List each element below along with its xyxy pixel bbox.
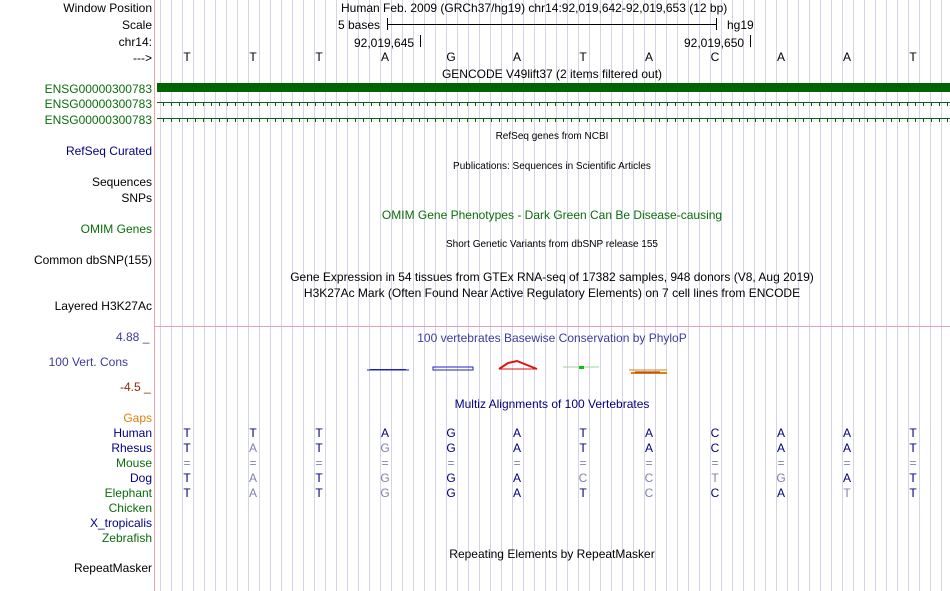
sequences-label[interactable]: Sequences <box>91 175 152 189</box>
species-label[interactable]: Elephant <box>104 486 152 500</box>
phylop-min-label: -4.5 _ <box>120 380 151 394</box>
species-label[interactable]: Rhesus <box>111 441 152 455</box>
phylop-top-line <box>155 326 950 327</box>
aligned-base: T <box>579 426 587 440</box>
aligned-base: T <box>183 486 191 500</box>
scale-bar <box>387 18 717 30</box>
aligned-base: C <box>710 441 720 455</box>
coord-right: 92,019,650 <box>684 36 745 50</box>
dbsnp-track-title[interactable]: Short Genetic Variants from dbSNP release 155 <box>446 239 658 250</box>
h3k27ac-track-title[interactable]: H3K27Ac Mark (Often Found Near Active Regulatory Elements) on 7 cell lines from ENCODE <box>303 286 801 300</box>
aligned-base: A <box>248 441 258 455</box>
aligned-base: A <box>842 441 852 455</box>
multiz-track-title[interactable]: Multiz Alignments of 100 Vertebrates <box>454 397 650 411</box>
common-dbsnp-label[interactable]: Common dbSNP(155) <box>33 253 152 267</box>
aligned-base: = <box>579 456 587 470</box>
gencode-intron-arrows[interactable] <box>157 102 950 106</box>
aligned-base: = <box>645 456 653 470</box>
aligned-base: = <box>183 456 191 470</box>
aligned-base: T <box>843 486 851 500</box>
phylop-wiggle <box>155 355 950 380</box>
aligned-base: A <box>644 441 654 455</box>
aligned-base: T <box>909 426 917 440</box>
strand-label: ---> <box>133 51 152 65</box>
gtex-track-title[interactable]: Gene Expression in 54 tissues from GTEx RNA-seq of 17382 samples, 948 donors (V8, Aug 2019) <box>290 270 814 284</box>
aligned-base: T <box>909 486 917 500</box>
species-label[interactable]: X_tropicalis <box>89 516 152 530</box>
aligned-base: T <box>315 441 323 455</box>
aligned-base: T <box>249 426 257 440</box>
aligned-base: G <box>446 426 456 440</box>
aligned-base: G <box>380 441 390 455</box>
scale-db-label: hg19 <box>727 18 754 32</box>
reference-base: T <box>909 50 917 64</box>
repeatmasker-track-title[interactable]: Repeating Elements by RepeatMasker <box>449 547 655 561</box>
aligned-base: A <box>512 486 522 500</box>
aligned-base: T <box>579 486 587 500</box>
reference-base: T <box>579 50 587 64</box>
aligned-base: A <box>776 486 786 500</box>
aligned-base: A <box>380 426 390 440</box>
scale-bar-text: 5 bases <box>338 18 381 32</box>
gencode-item-label[interactable]: ENSG00000300783 <box>44 82 152 96</box>
gencode-intron-arrows[interactable] <box>157 118 950 122</box>
species-label[interactable]: Human <box>113 426 152 440</box>
label-column-separator <box>154 0 155 591</box>
aligned-base: = <box>315 456 323 470</box>
aligned-base: = <box>513 456 521 470</box>
reference-base: T <box>249 50 257 64</box>
coord-left: 92,019,645 <box>354 36 415 50</box>
aligned-base: T <box>315 426 323 440</box>
aligned-base: G <box>380 471 390 485</box>
aligned-base: A <box>644 426 654 440</box>
aligned-base: A <box>512 426 522 440</box>
aligned-base: = <box>711 456 719 470</box>
gencode-item-label[interactable]: ENSG00000300783 <box>44 113 152 127</box>
aligned-base: = <box>249 456 257 470</box>
species-label[interactable]: Dog <box>129 471 152 485</box>
gencode-gene-bar[interactable] <box>157 83 950 92</box>
aligned-base: A <box>512 471 522 485</box>
reference-base: A <box>512 50 522 64</box>
layered-h3k27ac-label[interactable]: Layered H3K27Ac <box>54 299 152 313</box>
aligned-base: A <box>776 441 786 455</box>
aligned-base: A <box>512 441 522 455</box>
assembly-position-text: Human Feb. 2009 (GRCh37/hg19) chr14:92,019,642-92,019,653 (12 bp) <box>341 1 728 15</box>
aligned-base: T <box>315 471 323 485</box>
repeatmasker-label[interactable]: RepeatMasker <box>73 561 152 575</box>
aligned-base: C <box>710 426 720 440</box>
aligned-base: A <box>842 471 852 485</box>
aligned-base: A <box>248 486 258 500</box>
phylop-max-label: 4.88 _ <box>116 330 150 344</box>
reference-base: T <box>315 50 323 64</box>
gencode-item-label[interactable]: ENSG00000300783 <box>44 97 152 111</box>
aligned-base: C <box>710 486 720 500</box>
refseq-track-title[interactable]: RefSeq genes from NCBI <box>495 131 609 142</box>
reference-base: A <box>380 50 390 64</box>
species-label[interactable]: Chicken <box>108 501 152 515</box>
phylop-track-label[interactable]: 100 Vert. Cons <box>48 355 128 369</box>
aligned-base: A <box>248 471 258 485</box>
species-label[interactable]: Zebrafish <box>101 531 152 545</box>
aligned-base: = <box>909 456 917 470</box>
reference-base: A <box>842 50 852 64</box>
aligned-base: T <box>909 441 917 455</box>
aligned-base: C <box>644 471 654 485</box>
reference-base: A <box>776 50 786 64</box>
snps-label[interactable]: SNPs <box>121 191 152 205</box>
aligned-base: T <box>579 441 587 455</box>
aligned-base: = <box>381 456 389 470</box>
aligned-base: G <box>380 486 390 500</box>
refseq-curated-label[interactable]: RefSeq Curated <box>65 144 152 158</box>
aligned-base: A <box>842 426 852 440</box>
phylop-track-title[interactable]: 100 vertebrates Basewise Conservation by PhyloP <box>417 331 687 345</box>
aligned-base: G <box>446 486 456 500</box>
window-position-label: Window Position <box>63 1 152 15</box>
aligned-base: T <box>909 471 917 485</box>
gaps-label[interactable]: Gaps <box>123 411 152 425</box>
omim-track-title[interactable]: OMIM Gene Phenotypes - Dark Green Can Be Disease-causing <box>381 208 723 222</box>
aligned-base: T <box>711 471 719 485</box>
coord-right-tick <box>750 35 751 47</box>
aligned-base: T <box>183 426 191 440</box>
omim-genes-label[interactable]: OMIM Genes <box>80 222 152 236</box>
aligned-base: G <box>776 471 786 485</box>
scale-label: Scale <box>121 18 152 32</box>
gencode-track-title[interactable]: GENCODE V49lift37 (2 items filtered out) <box>441 67 663 81</box>
aligned-base: = <box>777 456 785 470</box>
aligned-base: = <box>447 456 455 470</box>
aligned-base: C <box>578 471 588 485</box>
reference-base: A <box>644 50 654 64</box>
reference-base: C <box>710 50 720 64</box>
aligned-base: G <box>446 471 456 485</box>
aligned-base: T <box>183 471 191 485</box>
coord-left-tick <box>420 35 421 47</box>
aligned-base: G <box>446 441 456 455</box>
aligned-base: C <box>644 486 654 500</box>
aligned-base: A <box>776 426 786 440</box>
aligned-base: T <box>315 486 323 500</box>
aligned-base: T <box>183 441 191 455</box>
publications-track-title[interactable]: Publications: Sequences in Scientific Articles <box>453 161 651 172</box>
aligned-base: = <box>843 456 851 470</box>
reference-base: G <box>446 50 456 64</box>
chrom-label: chr14: <box>118 35 152 49</box>
species-label[interactable]: Mouse <box>115 456 152 470</box>
reference-base: T <box>183 50 191 64</box>
